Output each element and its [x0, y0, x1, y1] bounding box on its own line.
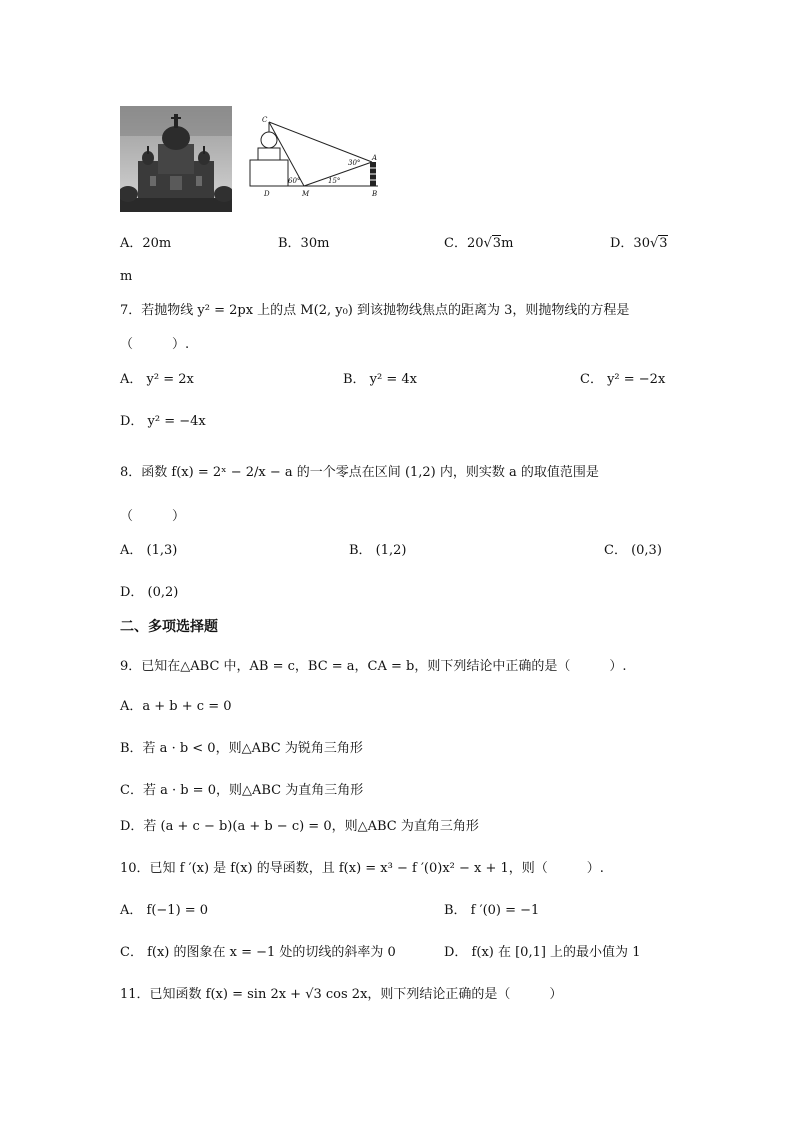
q6-option-c[interactable]: C．20√3m — [444, 236, 514, 251]
q6-option-b[interactable]: B．30m — [278, 236, 330, 251]
label-d: D — [264, 190, 270, 198]
q6-option-d-root: 3 — [659, 236, 668, 251]
label-m: M — [302, 190, 310, 198]
q8-option-c[interactable]: C． (0,3) — [604, 543, 662, 558]
q6-option-c-prefix: C．20 — [444, 236, 484, 251]
q6-option-a[interactable]: A．20m — [120, 236, 172, 251]
q10-option-a[interactable]: A． f(−1) = 0 — [120, 903, 209, 918]
q7-option-d[interactable]: D． y² = −4x — [120, 414, 206, 429]
q8-paren: （ ） — [120, 509, 186, 524]
label-c: C — [262, 116, 268, 124]
label-a: A — [372, 154, 378, 162]
label-angle-15: 15° — [328, 177, 341, 185]
q9-option-d[interactable]: D．若 (a + c − b)(a + b − c) = 0，则△ABC 为直角三角形 — [120, 819, 479, 834]
q9-stem: 9．已知在△ABC 中，AB = c，BC = a，CA = b，则下列结论中正确的是（ ）. — [120, 659, 627, 674]
q6-option-d[interactable]: D．30√3 — [610, 236, 668, 251]
section-heading: 二、多项选择题 — [120, 619, 218, 635]
q7-option-a[interactable]: A． y² = 2x — [120, 372, 194, 387]
q9-option-a[interactable]: A．a + b + c = 0 — [120, 699, 232, 714]
q7-option-b[interactable]: B． y² = 4x — [343, 372, 418, 387]
q8-option-a[interactable]: A． (1,3) — [120, 543, 178, 558]
q11-stem: 11．已知函数 f(x) = sin 2x + √3 cos 2x，则下列结论正确的是（ ） — [120, 987, 563, 1002]
q7-paren: （ ）. — [120, 337, 190, 352]
q10-option-b[interactable]: B． f ′(0) = −1 — [444, 903, 540, 918]
q10-option-c[interactable]: C． f(x) 的图象在 x = −1 处的切线的斜率为 0 — [120, 945, 396, 960]
q6-option-c-root: 3 — [492, 236, 502, 251]
label-b: B — [372, 190, 378, 198]
q6-option-d-unit: m — [120, 269, 133, 284]
q9-option-b[interactable]: B．若 a · b < 0，则△ABC 为锐角三角形 — [120, 741, 363, 756]
label-angle-30: 30° — [348, 159, 361, 167]
q6-option-d-prefix: D．30 — [610, 236, 650, 251]
q8-option-b[interactable]: B． (1,2) — [349, 543, 407, 558]
cathedral-photo — [120, 106, 232, 212]
label-angle-60: 60° — [288, 177, 301, 185]
q8-stem: 8．函数 f(x) = 2ˣ − 2/x − a 的一个零点在区间 (1,2) 内，则实数 a 的取值范围是 — [120, 465, 599, 480]
q6-option-c-unit: m — [501, 236, 514, 251]
q9-option-c[interactable]: C．若 a · b = 0，则△ABC 为直角三角形 — [120, 783, 364, 798]
q10-stem: 10．已知 f ′(x) 是 f(x) 的导函数，且 f(x) = x³ − f ′(0)x² − x + 1，则（ ）. — [120, 861, 604, 876]
q10-option-d[interactable]: D． f(x) 在 [0,1] 上的最小值为 1 — [444, 945, 641, 960]
geometry-diagram — [242, 112, 382, 198]
q8-option-d[interactable]: D． (0,2) — [120, 585, 179, 600]
q7-option-c[interactable]: C． y² = −2x — [580, 372, 666, 387]
q7-stem: 7．若抛物线 y² = 2px 上的点 M(2, y₀) 到该抛物线焦点的距离为 3，则抛物线的方程是 — [120, 303, 630, 318]
